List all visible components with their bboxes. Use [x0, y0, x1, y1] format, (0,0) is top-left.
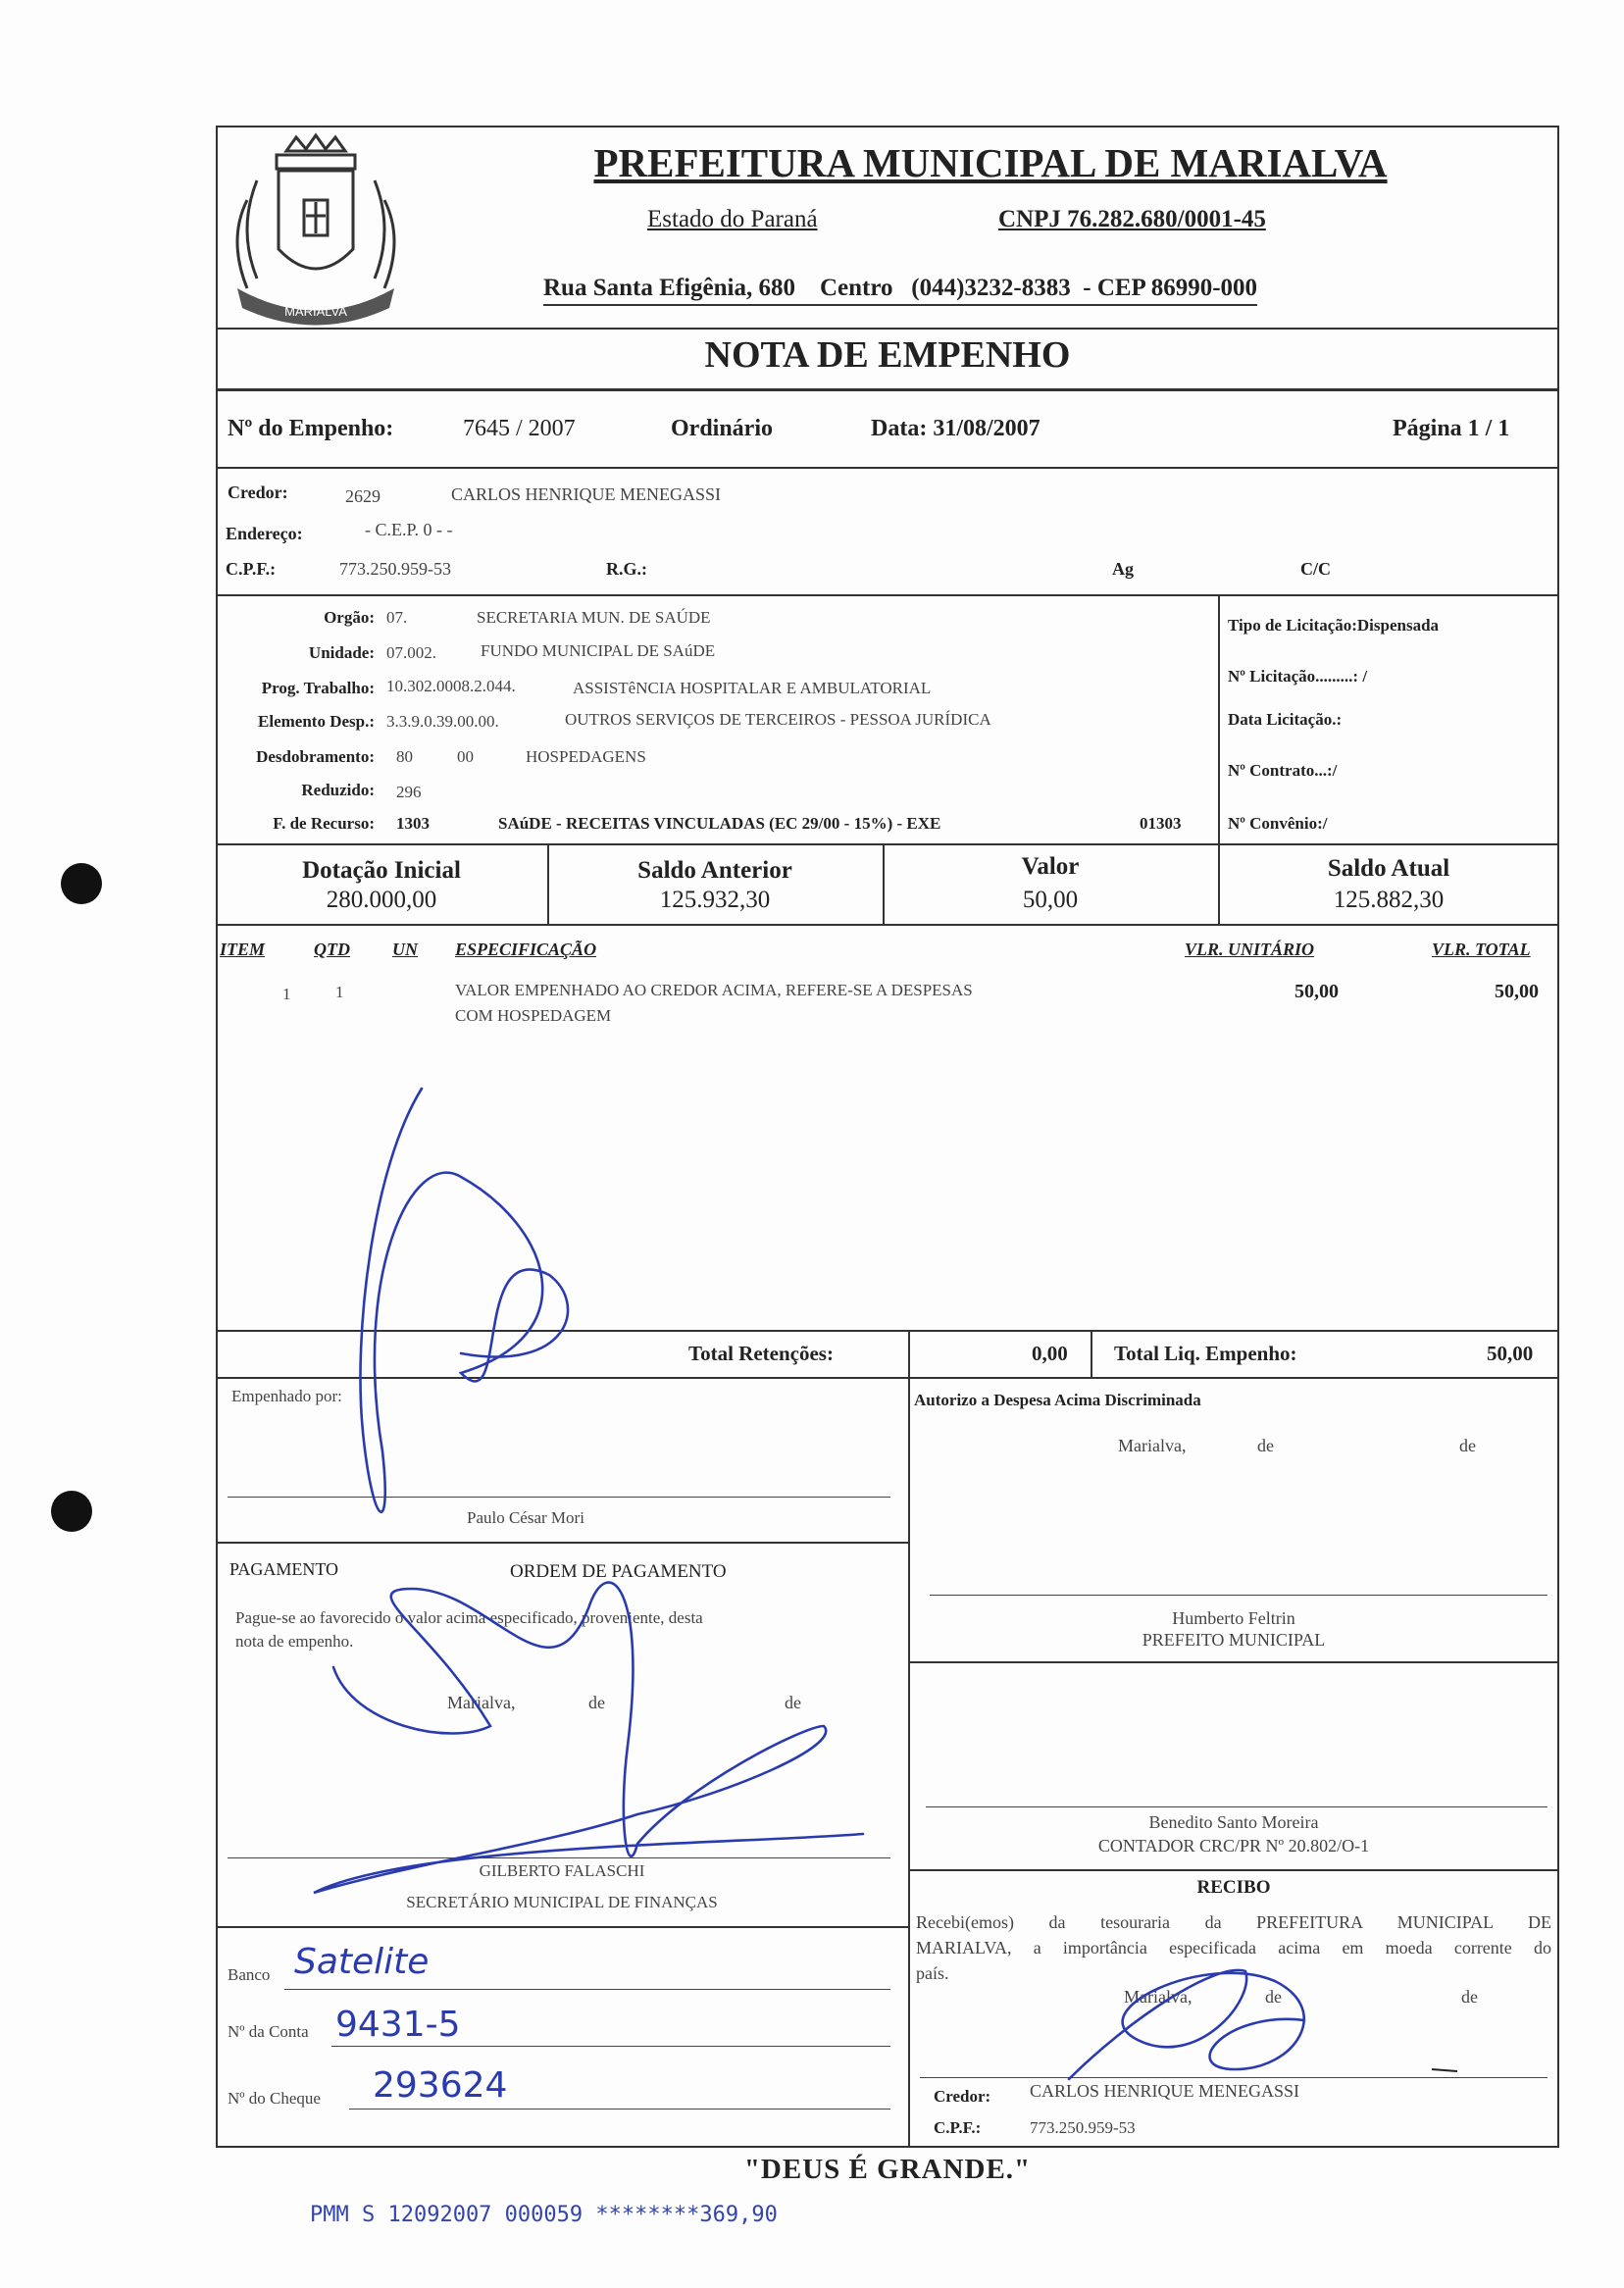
cpf-label: C.P.F.: [226, 559, 277, 579]
desdobramento-value: HOSPEDAGENS [526, 747, 646, 766]
recibo-city: Marialva, [1124, 1987, 1193, 2007]
liquido-label: Total Liq. Empenho: [1114, 1342, 1297, 1365]
numero-convenio: Nº Convênio:/ [1228, 814, 1328, 833]
dash-mark [1432, 2069, 1457, 2071]
autorizo-de2: de [1459, 1436, 1476, 1455]
saldo-anterior-value: 125.932,30 [659, 887, 771, 913]
table-row-desc-line2: COM HOSPEDAGEM [455, 1006, 612, 1025]
col-vlr-unitario: VLR. UNITÁRIO [1185, 940, 1315, 959]
saldo-anterior-label: Saldo Anterior [637, 857, 792, 884]
recibo-title: RECIBO [1196, 1877, 1271, 1898]
desdobramento-code1: 80 [396, 747, 413, 766]
recibo-cpf-value: 773.250.959-53 [1030, 2118, 1136, 2137]
seal-label: MARIALVA [284, 304, 347, 319]
recurso-code: 1303 [396, 814, 430, 833]
tipo-licitacao: Tipo de Licitação:Dispensada [1228, 616, 1440, 635]
prog-code: 10.302.0008.2.044. [386, 677, 516, 695]
pagamento-label: PAGAMENTO [229, 1559, 339, 1579]
pagamento-de2: de [785, 1693, 801, 1712]
recurso-label: F. de Recurso: [273, 814, 375, 833]
phone: (044)3232-8383 [911, 275, 1071, 301]
desdobramento-label: Desdobramento: [256, 747, 375, 766]
banco-label: Banco [228, 1965, 271, 1984]
recibo-de2: de [1461, 1987, 1478, 2007]
table-row-qtd: 1 [335, 983, 344, 1001]
prefeito-role: PREFEITO MUNICIPAL [1142, 1630, 1326, 1650]
liquido-value: 50,00 [1487, 1342, 1534, 1365]
valor-label: Valor [1021, 853, 1080, 880]
cep: - CEP 86990-000 [1083, 275, 1258, 301]
empenho-label: Nº do Empenho: [228, 416, 394, 441]
saldo-atual-value: 125.882,30 [1333, 887, 1445, 913]
recurso-number: 01303 [1140, 814, 1182, 833]
cpf-value: 773.250.959-53 [339, 559, 451, 579]
recibo-de1: de [1265, 1987, 1282, 2007]
secretario-name: GILBERTO FALASCHI [479, 1861, 645, 1880]
credor-name: CARLOS HENRIQUE MENEGASSI [451, 484, 722, 504]
document-title: NOTA DE EMPENHO [704, 334, 1071, 376]
col-vlr-total: VLR. TOTAL [1432, 940, 1531, 959]
state-name: Estado do Paraná [647, 206, 818, 232]
orgao-label: Orgão: [324, 608, 375, 627]
banco-value: Satelite [294, 1942, 430, 1982]
table-row-unit: 50,00 [1294, 981, 1339, 1002]
ag-label: Ag [1112, 559, 1134, 579]
recibo-text-line2: MARIALVA, a importância especificada acima em moeda corrente do [916, 1938, 1551, 1958]
endereco-value: - C.E.P. 0 - - [365, 520, 453, 539]
retencoes-label: Total Retenções: [688, 1342, 834, 1365]
table-row-total: 50,00 [1495, 981, 1539, 1002]
recibo-cpf-label: C.P.F.: [934, 2118, 982, 2137]
empenho-date: Data: 31/08/2007 [871, 416, 1040, 441]
pagamento-text-line1: Pague-se ao favorecido o valor acima especificado, proveniente, desta [235, 1608, 703, 1627]
retencoes-value: 0,00 [1032, 1342, 1068, 1365]
prefeito-name: Humberto Feltrin [1172, 1608, 1295, 1628]
data-licitacao: Data Licitação.: [1228, 710, 1343, 729]
credor-label: Credor: [228, 483, 288, 502]
unidade-code: 07.002. [386, 643, 436, 662]
cheque-label: Nº do Cheque [228, 2089, 321, 2108]
reduzido-label: Reduzido: [301, 781, 375, 799]
pagamento-text-line2: nota de empenho. [235, 1632, 354, 1651]
col-especificacao: ESPECIFICAÇÃO [455, 940, 597, 959]
bank-authentication-stamp: PMM S 12092007 000059 ********369,90 [310, 2203, 778, 2227]
recibo-credor-value: CARLOS HENRIQUE MENEGASSI [1030, 2081, 1300, 2101]
elemento-label: Elemento Desp.: [258, 712, 375, 731]
recibo-credor-label: Credor: [934, 2087, 991, 2106]
pagamento-city: Marialva, [447, 1693, 516, 1712]
orgao-code: 07. [386, 608, 408, 627]
elemento-value: OUTROS SERVIÇOS DE TERCEIROS - PESSOA JURÍDICA [565, 710, 991, 729]
prog-label: Prog. Trabalho: [261, 679, 375, 697]
saldo-atual-label: Saldo Atual [1327, 855, 1450, 882]
autorizo-label: Autorizo a Despesa Acima Discriminada [914, 1391, 1201, 1409]
conta-label: Nº da Conta [228, 2022, 309, 2041]
pagamento-de1: de [588, 1693, 605, 1712]
numero-contrato: Nº Contrato...:/ [1228, 761, 1338, 780]
page-number: Página 1 / 1 [1393, 416, 1510, 441]
conta-value: 9431-5 [335, 2005, 461, 2045]
valor-value: 50,00 [1022, 887, 1079, 913]
desdobramento-code2: 00 [457, 747, 474, 766]
signature-ordem [314, 1583, 863, 1893]
dotacao-value: 280.000,00 [326, 887, 437, 913]
reduzido-value: 296 [396, 783, 422, 801]
endereco-label: Endereço: [226, 524, 303, 543]
col-item: ITEM [220, 940, 266, 959]
col-qtd: QTD [314, 940, 350, 959]
rg-label: R.G.: [606, 559, 647, 579]
unidade-label: Unidade: [308, 643, 375, 662]
address: Rua Santa Efigênia, 680 [543, 275, 795, 301]
page-title: PREFEITURA MUNICIPAL DE MARIALVA [593, 140, 1388, 185]
table-row-desc-line1: VALOR EMPENHADO AO CREDOR ACIMA, REFERE-SE A DESPESAS [455, 981, 973, 999]
prog-value: ASSISTêNCIA HOSPITALAR E AMBULATORIAL [573, 679, 932, 697]
numero-licitacao: Nº Licitação.........: / [1228, 667, 1368, 686]
signature-recibo [1069, 1970, 1304, 2079]
table-row-item: 1 [282, 985, 291, 1003]
autorizo-de1: de [1257, 1436, 1274, 1455]
ordem-pagamento-label: ORDEM DE PAGAMENTO [510, 1561, 727, 1582]
credor-code: 2629 [345, 486, 381, 506]
secretario-role: SECRETÁRIO MUNICIPAL DE FINANÇAS [406, 1893, 718, 1911]
empenho-type: Ordinário [671, 416, 774, 441]
footer-motto: "DEUS É GRANDE." [743, 2154, 1032, 2185]
contador-name: Benedito Santo Moreira [1148, 1812, 1319, 1832]
empenhado-label: Empenhado por: [231, 1387, 342, 1405]
empenho-number: 7645 / 2007 [463, 416, 576, 441]
contador-role: CONTADOR CRC/PR Nº 20.802/O-1 [1097, 1836, 1370, 1856]
signature-empenhado [361, 1089, 569, 1512]
elemento-code: 3.3.9.0.39.00.00. [386, 712, 499, 731]
cnpj: CNPJ 76.282.680/0001-45 [998, 206, 1266, 232]
cc-label: C/C [1300, 559, 1331, 579]
unidade-value: FUNDO MUNICIPAL DE SAúDE [481, 641, 716, 660]
col-un: UN [392, 940, 418, 959]
cheque-value: 293624 [373, 2065, 508, 2106]
district: Centro [819, 275, 893, 301]
dotacao-label: Dotação Inicial [302, 857, 461, 884]
recibo-text-line3: país. [916, 1963, 949, 1983]
autorizo-city: Marialva, [1118, 1436, 1187, 1455]
empenhado-name: Paulo César Mori [467, 1508, 584, 1527]
orgao-value: SECRETARIA MUN. DE SAÚDE [477, 608, 711, 627]
recurso-value: SAúDE - RECEITAS VINCULADAS (EC 29/00 - 15%) - EXE [498, 814, 941, 833]
recibo-text-line1: Recebi(emos) da tesouraria da PREFEITURA MUNICIPAL DE [916, 1912, 1551, 1932]
